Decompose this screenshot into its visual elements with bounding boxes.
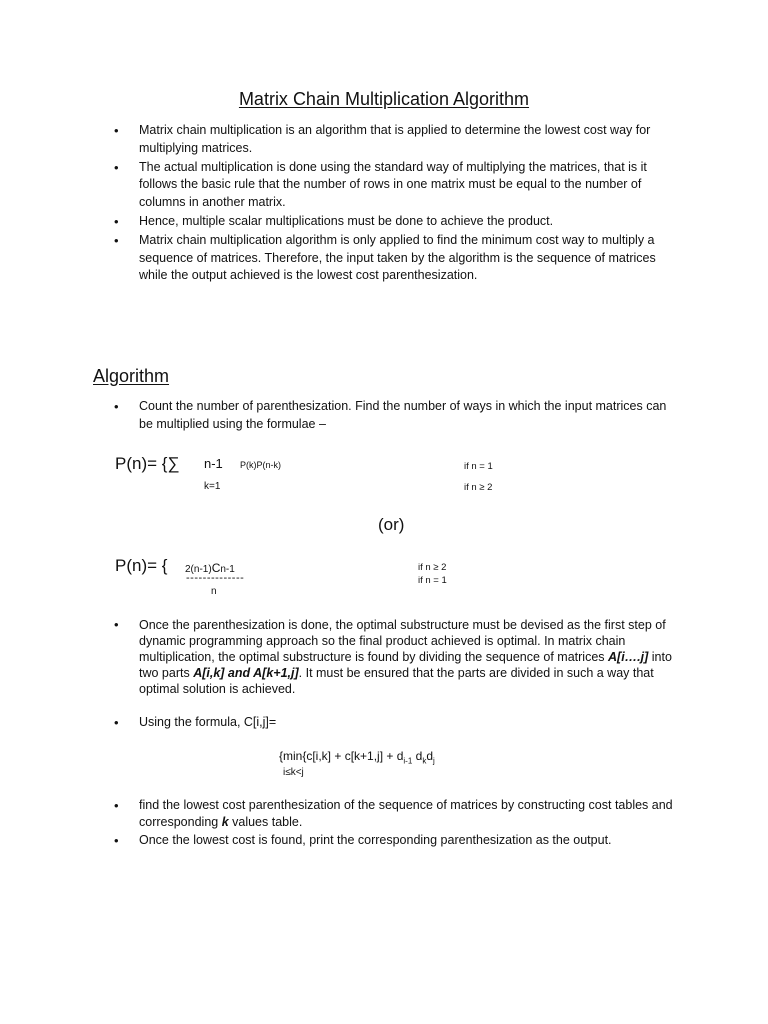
final-steps-list [0,797,679,850]
bullet-item: • Matrix chain multiplication algorithm is only applied to find the minimum cost way to multiply a sequence of matrices. Therefore, the input taken by the algorithm is the sequence of matrices while the output achieved is the lowest cost parenthesization. [0,232,679,285]
formula2-top-a: 2(n-1) [185,564,212,575]
step-cost-tables [0,797,679,831]
formula2-c: C [211,561,221,575]
cost-formula [279,749,435,765]
formula1-lhs: P(n)= {∑ [115,454,180,473]
formula2-condition-1: if n ≥ 2 [418,562,447,573]
step2-range: A[i….j] [608,650,649,664]
bullet-item: • Hence, multiple scalar multiplications must be done to achieve the product. [0,213,679,231]
formula1-condition-2: if n ≥ 2 [464,482,493,493]
optimal-substructure-list [0,617,679,698]
formula2-fraction-line: -------------- [186,572,245,584]
step-count-parenthesization: • Count the number of parenthesization. Find the number of ways in which the input matrices can be multiplied using the formulae – [0,398,679,434]
step-optimal-substructure [0,617,679,697]
cost-formula-sub1: i-1 [403,756,413,766]
cost-formula-sub3: j [433,756,435,766]
algorithm-heading: Algorithm [93,366,170,386]
step2-parts: A[i,k] and A[k+1,j] [193,666,299,680]
or-separator: (or) [378,515,405,534]
intro-bullet-list [0,122,679,286]
formula-step-list [0,714,679,733]
algorithm-step-list [0,398,679,435]
step-using-formula: • Using the formula, C[i,j]= [0,714,679,732]
cost-formula-d2: d [412,749,423,763]
step4-text-2: values table. [228,815,303,829]
bullet-item: • Matrix chain multiplication is an algorithm that is applied to determine the lowest cost way for multiplying matrices. [0,122,679,158]
formula2-denominator: n [211,586,217,597]
cost-formula-d3: d [426,749,433,763]
page-title: Matrix Chain Multiplication Algorithm [238,89,530,109]
bullet-item: • The actual multiplication is done using the standard way of multiplying the matrices, that is it follows the basic rule that the number of rows in one matrix must be equal to the number of columns in another matrix. [0,159,679,212]
formula1-term: P(k)P(n-k) [240,460,281,470]
step2-text-3: . It must be ensured that the parts are divided in such a way that optimal solution is achieved. [139,666,654,696]
step4-k: k [221,815,229,829]
formula1-lower-limit: k=1 [204,481,221,492]
cost-formula-main: {min{c[i,k] + c[k+1,j] + d [279,749,404,763]
step2-text-2: into two parts [139,650,672,680]
formula2-lhs: P(n)= { [115,556,168,575]
step-print-output: • Once the lowest cost is found, print the corresponding parenthesization as the output. [0,832,679,849]
step2-text-1: Once the parenthesization is done, the optimal substructure must be devised as the first step of dynamic programming approach so the final product achieved is optimal. In matrix chain multiplication, the optimal substructure is found by dividing the sequence of matrices [139,618,666,664]
cost-formula-sub2: k [422,756,427,766]
formula2-top-b: n-1 [220,564,235,575]
step4-text-1: find the lowest cost parenthesization of the sequence of matrices by constructing cost tables and corresponding [139,798,673,829]
formula1-upper-limit: n-1 [204,456,223,471]
formula2-condition-2: if n = 1 [418,575,447,586]
formula1-condition-1: if n = 1 [464,461,493,472]
cost-formula-limit: i≤k<j [283,767,304,778]
